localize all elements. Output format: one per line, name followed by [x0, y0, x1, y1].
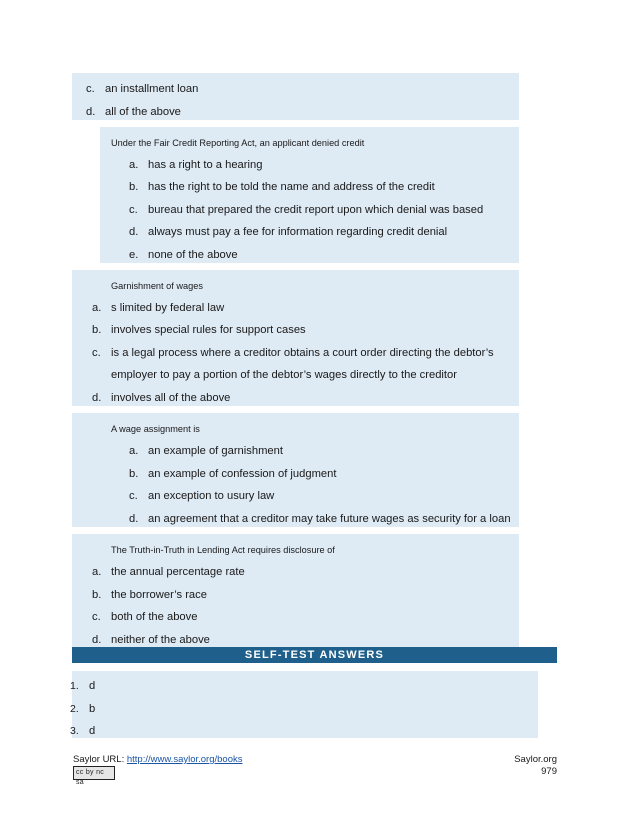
option-label: d.: [92, 392, 102, 404]
question-block-5: [72, 534, 519, 647]
option-text: none of the above: [148, 249, 238, 261]
option-label: d.: [86, 106, 96, 118]
option-text: always must pay a fee for information regarding credit denial: [148, 226, 448, 238]
option-label: c.: [129, 204, 138, 216]
option-text: has a right to a hearing: [148, 159, 263, 171]
question-text: Garnishment of wages: [111, 281, 203, 291]
option-label: a.: [92, 566, 102, 578]
option-text: an agreement that a creditor may take future wages as security for a loan: [148, 513, 511, 525]
option-label: c.: [92, 611, 101, 623]
question-text: The Truth-in-Truth in Lending Act requires disclosure of: [111, 545, 335, 555]
option-label: b.: [92, 324, 102, 336]
option-label: c.: [86, 83, 95, 95]
answer-text: b: [89, 703, 96, 715]
option-text: all of the above: [105, 106, 181, 118]
license-badge-text: cc by nc sa: [76, 769, 105, 786]
option-label: a.: [92, 302, 102, 314]
answer-text: d: [89, 725, 96, 737]
question-text: Under the Fair Credit Reporting Act, an applicant denied credit: [111, 138, 365, 148]
option-text: an exception to usury law: [148, 490, 275, 502]
option-text: involves all of the above: [111, 392, 231, 404]
option-text: an installment loan: [105, 83, 199, 95]
option-text: neither of the above: [111, 634, 210, 646]
question-block-2: [100, 127, 519, 263]
option-label: c.: [129, 490, 138, 502]
option-text: s limited by federal law: [111, 302, 225, 314]
footer-site: Saylor.org: [514, 754, 557, 765]
footer-url-link[interactable]: http://www.saylor.org/books: [126, 754, 243, 765]
option-text: both of the above: [111, 611, 198, 623]
option-text-continued: employer to pay a portion of the debtor’s wages directly to the creditor: [111, 369, 457, 381]
option-text: bureau that prepared the credit report upon which denial was based: [148, 204, 484, 216]
creative-commons-badge: [73, 766, 115, 786]
answer-number: 2.: [70, 703, 79, 715]
answer-number: 3.: [70, 725, 79, 737]
option-label: d.: [92, 634, 102, 646]
option-label: e.: [129, 249, 139, 261]
option-text: the annual percentage rate: [111, 566, 245, 578]
footer-url-label: Saylor URL:: [73, 754, 127, 765]
option-label: d.: [129, 513, 139, 525]
option-text: the borrower’s race: [111, 589, 207, 601]
footer-url: [73, 754, 243, 766]
option-text: is a legal process where a creditor obtains a court order directing the debtor’s: [111, 347, 494, 359]
option-label: a.: [129, 159, 139, 171]
option-label: b.: [129, 181, 139, 193]
option-text: has the right to be told the name and address of the credit: [148, 181, 435, 193]
option-text: an example of garnishment: [148, 445, 283, 457]
answer-text: d: [89, 680, 96, 692]
option-label: b.: [129, 468, 139, 480]
question-block-1: [72, 73, 519, 120]
question-block-3: [72, 270, 519, 406]
answer-number: 1.: [70, 680, 79, 692]
option-label: c.: [92, 347, 101, 359]
question-block-4: [72, 413, 519, 527]
self-test-answers-header: SELF-TEST ANSWERS: [72, 647, 557, 663]
answers-block: [72, 671, 538, 738]
page-number: 979: [541, 766, 557, 777]
option-label: a.: [129, 445, 139, 457]
option-text: an example of confession of judgment: [148, 468, 337, 480]
option-label: d.: [129, 226, 139, 238]
option-text: involves special rules for support cases: [111, 324, 306, 336]
option-label: b.: [92, 589, 102, 601]
question-text: A wage assignment is: [111, 424, 200, 434]
